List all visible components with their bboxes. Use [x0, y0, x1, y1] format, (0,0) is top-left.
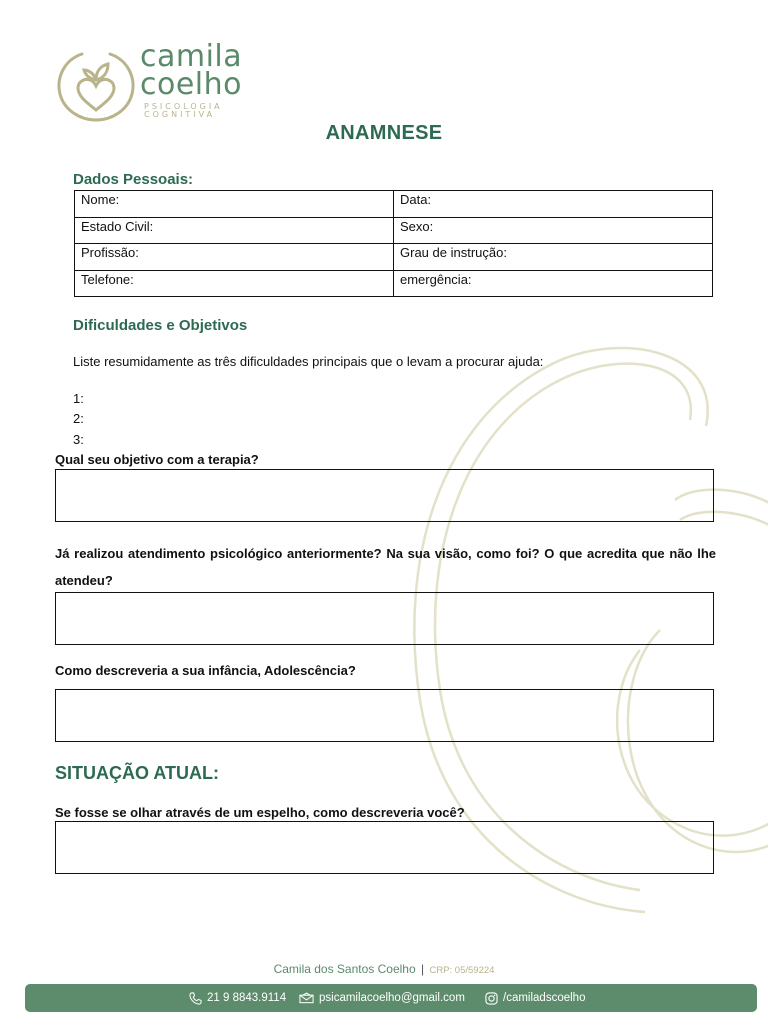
table-row [75, 270, 713, 297]
table-row [75, 244, 713, 271]
personal-data-table [74, 190, 713, 297]
question-previous-therapy: Já realizou atendimento psicológico anteriormente? Na sua visão, como foi? O que acredita que não lhe atendeu? [55, 546, 716, 588]
field-phone[interactable]: Telefone: [75, 270, 394, 297]
field-marital-status[interactable]: Estado Civil: [75, 217, 394, 244]
question-mirror: Se fosse se olhar através de um espelho, como descreveria você? [55, 805, 465, 820]
difficulty-item-1[interactable]: 1: [73, 391, 84, 406]
email-icon [299, 992, 314, 1004]
brand-tagline-1: PSICOLOGIA [144, 102, 223, 111]
answer-box-therapy-goal[interactable] [55, 469, 714, 522]
brand-name-first: camila [140, 39, 243, 74]
phone-icon [189, 992, 202, 1005]
table-row [75, 217, 713, 244]
answer-box-childhood[interactable] [55, 689, 714, 742]
field-date[interactable]: Data: [394, 191, 713, 218]
signature-separator: | [420, 962, 425, 976]
brand-logo [56, 39, 276, 124]
personal-data-heading: Dados Pessoais: [73, 171, 194, 188]
field-emergency[interactable]: emergência: [394, 270, 713, 297]
difficulty-item-3[interactable]: 3: [73, 432, 84, 447]
answer-box-previous-therapy[interactable] [55, 592, 714, 645]
question-therapy-goal: Qual seu objetivo com a terapia? [55, 452, 259, 467]
question-childhood: Como descreveria a sua infância, Adolescência? [55, 663, 356, 678]
crp-number: CRP: 05/59224 [429, 965, 495, 976]
contact-instagram[interactable] [485, 984, 585, 1012]
answer-box-mirror[interactable] [55, 821, 714, 874]
difficulty-item-2[interactable]: 2: [73, 411, 84, 426]
email-address: psicamilacoelho@gmail.com [319, 992, 465, 1004]
contact-bar [25, 984, 757, 1012]
field-profession[interactable]: Profissão: [75, 244, 394, 271]
document-title: ANAMNESE [325, 122, 443, 144]
field-name[interactable]: Nome: [75, 191, 394, 218]
brand-tagline-2: COGNITIVA [144, 110, 216, 119]
contact-phone[interactable] [189, 984, 286, 1012]
instagram-handle: /camiladscoelho [503, 992, 586, 1004]
brand-name-last: coelho [140, 67, 243, 102]
field-education-level[interactable]: Grau de instrução: [394, 244, 713, 271]
table-row [75, 191, 713, 218]
phone-number: 21 9 8843.9114 [207, 992, 287, 1004]
contact-email[interactable] [299, 984, 465, 1012]
difficulties-prompt: Liste resumidamente as três dificuldades principais que o levam a procurar ajuda: [73, 354, 544, 369]
heart-leaf-icon [56, 48, 136, 124]
footer-signature [0, 962, 768, 976]
field-sex[interactable]: Sexo: [394, 217, 713, 244]
instagram-icon [485, 992, 498, 1005]
difficulties-heading: Dificuldades e Objetivos [73, 317, 248, 334]
current-situation-heading: SITUAÇÃO ATUAL: [55, 763, 219, 783]
professional-name: Camila dos Santos Coelho [273, 962, 416, 976]
